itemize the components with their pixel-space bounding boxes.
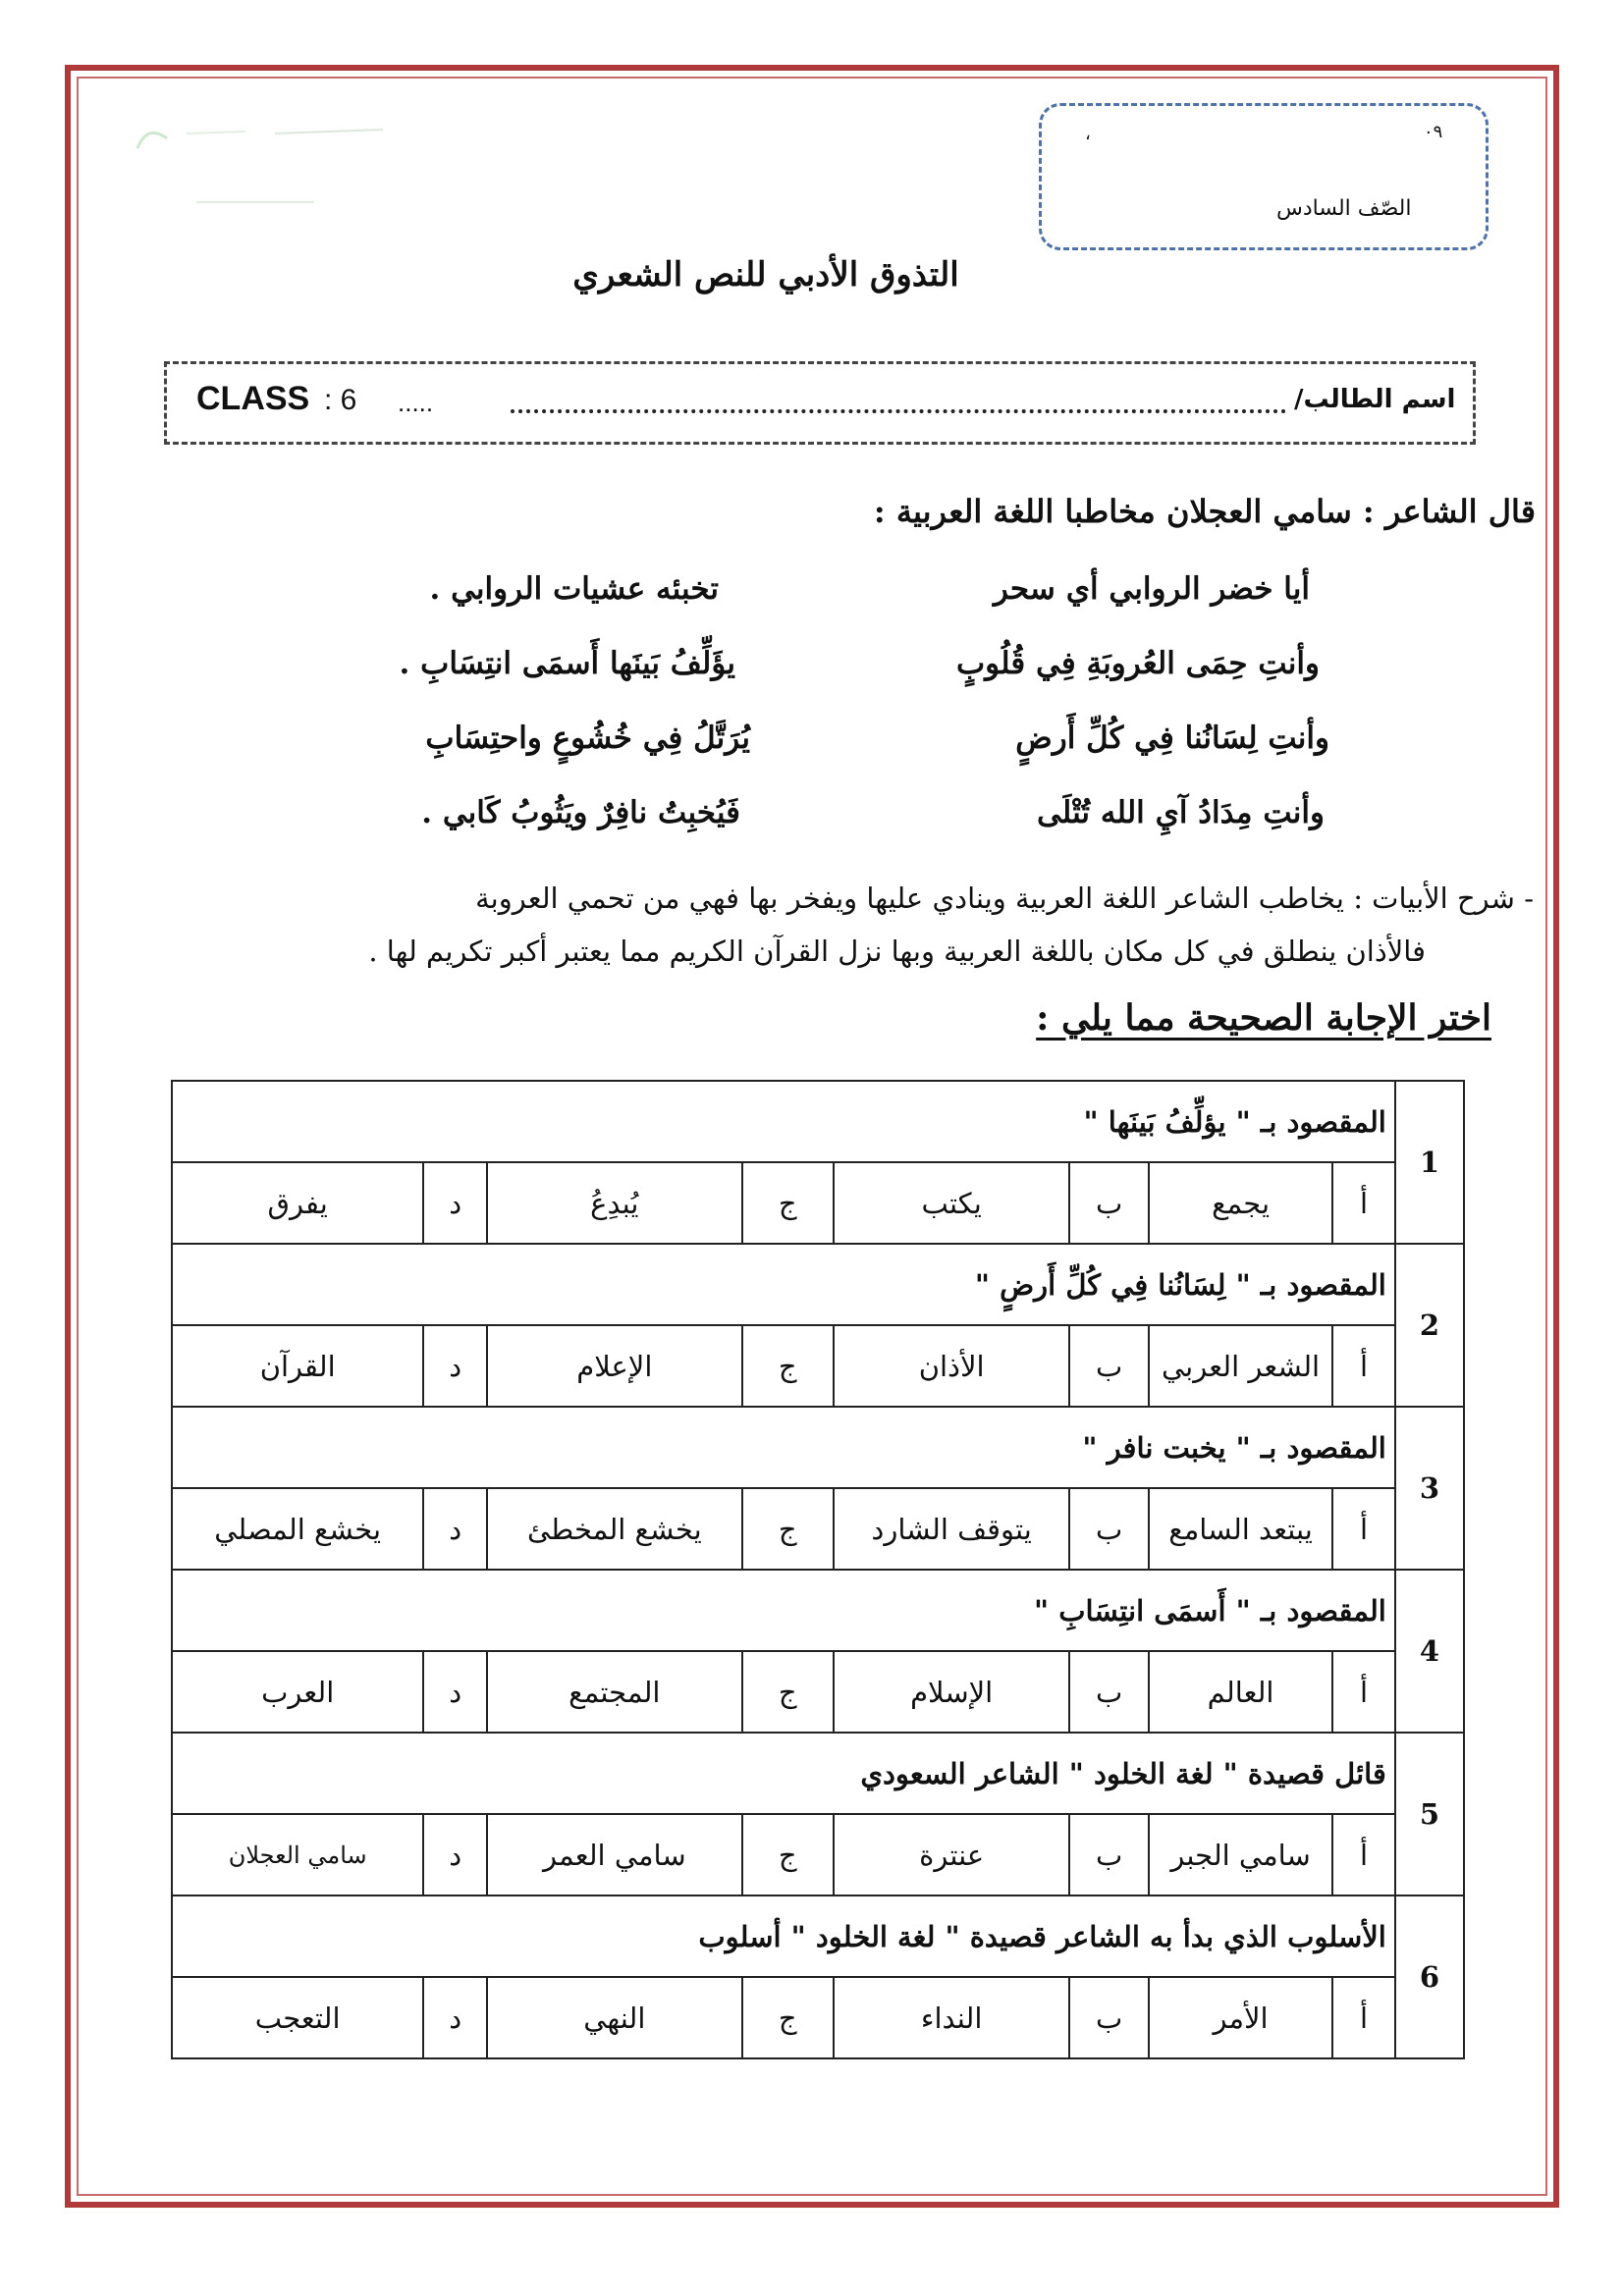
question-number: 2: [1395, 1244, 1464, 1407]
answer-option[interactable]: يبتعد السامع: [1149, 1488, 1332, 1570]
question-number: 5: [1395, 1733, 1464, 1896]
answer-option[interactable]: سامي العجلان: [172, 1814, 423, 1896]
option-letter: ب: [1069, 1488, 1149, 1570]
answer-option[interactable]: الشعر العربي: [1149, 1325, 1332, 1407]
question-text: المقصود بـ " يؤلِّفُ بَينَها ": [172, 1081, 1395, 1162]
question-number: 4: [1395, 1570, 1464, 1733]
answer-option[interactable]: الإسلام: [834, 1651, 1069, 1733]
question-number: 6: [1395, 1896, 1464, 2058]
option-letter: أ: [1332, 1488, 1395, 1570]
verse-second-hemistich: يؤَلِّفُ بَينَها أَسمَى انتِسَابِ .: [399, 646, 735, 681]
options-row: [172, 1977, 1464, 2058]
explanation-line: - شرح الأبيات : يخاطب الشاعر اللغة العربية وينادي عليها ويفخر بها فهي من تحمي العروبة: [475, 881, 1534, 915]
options-row: [172, 1162, 1464, 1244]
option-letter: ب: [1069, 1325, 1149, 1407]
answer-option[interactable]: يفرق: [172, 1162, 423, 1244]
option-letter: ب: [1069, 1651, 1149, 1733]
verse-first-hemistich: وأنتِ حِمَى العُروبَةِ فِي قُلُوبٍ: [955, 646, 1320, 681]
answer-option[interactable]: المجتمع: [487, 1651, 741, 1733]
option-letter: ب: [1069, 1162, 1149, 1244]
school-mark: ،: [1085, 124, 1091, 144]
verse-second-hemistich: فَيُخبِتُ نافِرٌ ويَثُوبُ كَابي .: [421, 795, 740, 830]
option-letter: د: [423, 1162, 487, 1244]
verse-first-hemistich: وأنتِ لِسَانُنا فِي كُلِّ أَرضٍ: [1015, 721, 1329, 756]
answer-option[interactable]: النداء: [834, 1977, 1069, 2058]
question-row: [172, 1896, 1464, 1977]
class-value: : 6: [324, 384, 357, 416]
answer-option[interactable]: يكتب: [834, 1162, 1069, 1244]
option-letter: أ: [1332, 1325, 1395, 1407]
answer-option[interactable]: يخشع المخطئ: [487, 1488, 741, 1570]
question-text: المقصود بـ " أَسمَى انتِسَابِ ": [172, 1570, 1395, 1651]
options-row: [172, 1814, 1464, 1896]
option-letter: ج: [742, 1162, 835, 1244]
questions-table: [171, 1080, 1465, 2059]
option-letter: ب: [1069, 1977, 1149, 2058]
poem-intro: قال الشاعر : سامي العجلان مخاطبا اللغة العربية :: [873, 493, 1536, 530]
answer-option[interactable]: القرآن: [172, 1325, 423, 1407]
faded-logo: [128, 94, 422, 212]
explanation-line: فالأذان ينطلق في كل مكان باللغة العربية وبها نزل القرآن الكريم مما يعتبر أكبر تكريم لها .: [368, 934, 1426, 968]
option-letter: أ: [1332, 1814, 1395, 1896]
option-letter: د: [423, 1977, 487, 2058]
answer-option[interactable]: يجمع: [1149, 1162, 1332, 1244]
question-text: المقصود بـ " لِسَانُنا فِي كُلِّ أَرضٍ ": [172, 1244, 1395, 1325]
question-row: [172, 1733, 1464, 1814]
answer-option[interactable]: العرب: [172, 1651, 423, 1733]
option-letter: ب: [1069, 1814, 1149, 1896]
question-text: قائل قصيدة " لغة الخلود " الشاعر السعودي: [172, 1733, 1395, 1814]
verse-first-hemistich: أيا خضر الروابي أي سحر: [993, 571, 1310, 607]
answer-option[interactable]: النهي: [487, 1977, 741, 2058]
option-letter: ج: [742, 1977, 835, 2058]
question-text: الأسلوب الذي بدأ به الشاعر قصيدة " لغة الخلود " أسلوب: [172, 1896, 1395, 1977]
instructions-heading: اختر الإجابة الصحيحة مما يلي :: [1036, 997, 1491, 1039]
verse-second-hemistich: يُرَتَّلُ فِي خُشُوعٍ واحتِسَابِ: [425, 721, 750, 756]
options-row: [172, 1325, 1464, 1407]
option-letter: د: [423, 1325, 487, 1407]
poem-explanation: [159, 872, 1534, 978]
option-letter: د: [423, 1814, 487, 1896]
option-letter: أ: [1332, 1977, 1395, 2058]
option-letter: ج: [742, 1325, 835, 1407]
option-letter: د: [423, 1488, 487, 1570]
answer-option[interactable]: الأذان: [834, 1325, 1069, 1407]
question-number: 3: [1395, 1407, 1464, 1570]
question-row: [172, 1407, 1464, 1488]
answer-option[interactable]: يُبدِعُ: [487, 1162, 741, 1244]
option-letter: أ: [1332, 1651, 1395, 1733]
options-row: [172, 1488, 1464, 1570]
answer-option[interactable]: سامي العمر: [487, 1814, 741, 1896]
option-letter: ج: [742, 1488, 835, 1570]
option-letter: ج: [742, 1814, 835, 1896]
student-name-label: اسم الطالب/: [1294, 385, 1456, 414]
class-label: CLASS: [196, 380, 310, 417]
verse-first-hemistich: وأنتِ مِدَادُ آيِ الله تُتْلَى: [1036, 795, 1325, 830]
school-info-box: [1039, 103, 1489, 250]
answer-option[interactable]: يتوقف الشارد: [834, 1488, 1069, 1570]
grade-label: الصّف السادس: [1276, 196, 1412, 221]
answer-option[interactable]: التعجب: [172, 1977, 423, 2058]
class-dots: .....: [398, 388, 434, 417]
option-letter: د: [423, 1651, 487, 1733]
answer-option[interactable]: العالم: [1149, 1651, 1332, 1733]
student-name-field[interactable]: [511, 386, 1286, 413]
question-number: 1: [1395, 1081, 1464, 1244]
option-letter: أ: [1332, 1162, 1395, 1244]
question-row: [172, 1244, 1464, 1325]
options-row: [172, 1651, 1464, 1733]
question-row: [172, 1081, 1464, 1162]
answer-option[interactable]: الأمر: [1149, 1977, 1332, 2058]
answer-option[interactable]: الإعلام: [487, 1325, 741, 1407]
answer-option[interactable]: عنترة: [834, 1814, 1069, 1896]
verse-second-hemistich: تخبئه عشيات الروابي .: [429, 571, 719, 607]
option-letter: ج: [742, 1651, 835, 1733]
school-mark: ٠٩: [1424, 122, 1443, 142]
answer-option[interactable]: يخشع المصلي: [172, 1488, 423, 1570]
question-row: [172, 1570, 1464, 1651]
page-title: التذوق الأدبي للنص الشعري: [572, 255, 959, 294]
question-text: المقصود بـ " يخبت نافر ": [172, 1407, 1395, 1488]
answer-option[interactable]: سامي الجبر: [1149, 1814, 1332, 1896]
